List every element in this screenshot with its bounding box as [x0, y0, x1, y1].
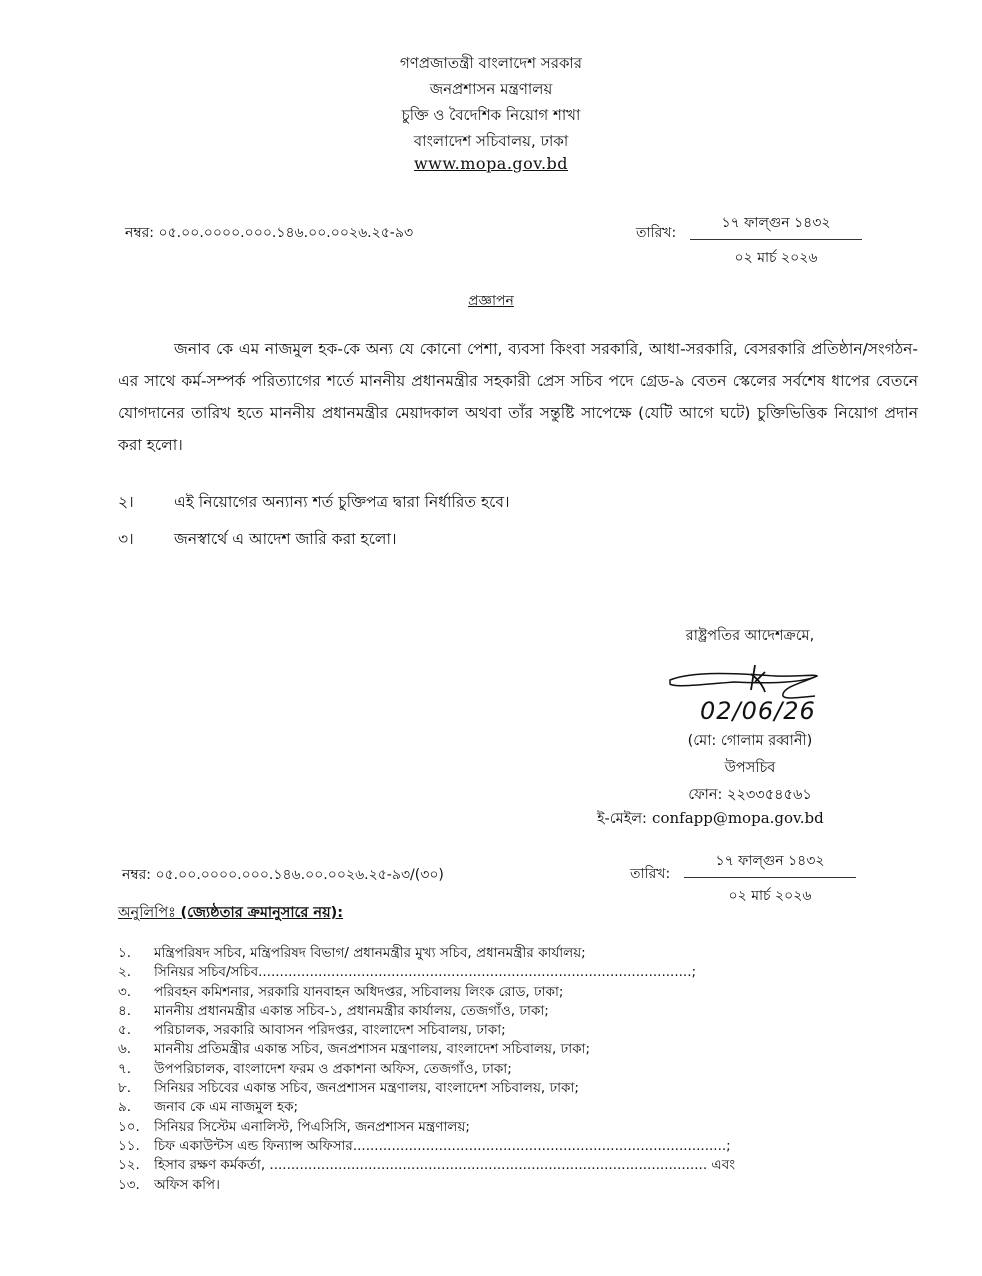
list-item-text: সিনিয়র সচিব/সচিব.....................................................................................................; [154, 964, 697, 981]
ministry-header-line2: জনপ্রশাসন মন্ত্রণালয় [429, 80, 553, 98]
list-item-number: ৪. [118, 1002, 132, 1019]
item-number: ২। [118, 493, 134, 511]
list-item [118, 1156, 798, 1175]
copy-date-bangla: ১৭ ফাল্গুন ১৪৩২ [684, 849, 856, 878]
list-item [118, 1021, 798, 1040]
list-item-number: ৩. [118, 983, 132, 1000]
list-item-number: ১. [118, 945, 132, 961]
list-item [118, 1079, 798, 1098]
ministry-header-line1: গণপ্রজাতন্ত্রী বাংলাদেশ সরকার [399, 54, 583, 72]
website-link[interactable]: www.mopa.gov.bd [413, 154, 569, 173]
list-item-number: ১০. [118, 1118, 140, 1135]
body-item [118, 490, 510, 516]
copies-heading [118, 902, 343, 926]
date-gregorian: ০২ মার্চ ২০২৬ [734, 250, 818, 266]
item-text: এই নিয়োগের অন্যান্য শর্ত চুক্তিপত্র দ্বারা নির্ধারিত হবে। [174, 493, 510, 511]
list-item-text: মন্ত্রিপরিষদ সচিব, মন্ত্রিপরিষদ বিভাগ/ প্রধানমন্ত্রীর মুখ্য সচিব, প্রধানমন্ত্রীর কার্যালয়; [154, 945, 586, 961]
copy-date-gregorian: ০২ মার্চ ২০২৬ [728, 888, 812, 904]
list-item-number: ৫. [118, 1022, 132, 1039]
ministry-header-line4: বাংলাদেশ সচিবালয়, ঢাকা [413, 132, 569, 150]
list-item-text: পরিচালক, সরকারি আবাসন পরিদপ্তর, বাংলাদেশ সচিবালয়, ঢাকা; [154, 1022, 506, 1039]
email-label: ই-মেইল: [597, 811, 647, 827]
list-item-number: ৬. [118, 1041, 132, 1058]
list-item [118, 1118, 798, 1137]
list-item [118, 1137, 798, 1156]
memo-number: নম্বর: ০৫.০০.০০০০.০০০.১৪৬.০০.০০২৬.২৫-৯৩ [125, 225, 414, 241]
copy-memo-number: নম্বর: ০৫.০০.০০০০.০০০.১৪৬.০০.০০২৬.২৫-৯৩/(৩০) [122, 867, 444, 883]
list-item [118, 1098, 798, 1117]
signatory-name: (মো: গোলাম রব্বানী) [687, 733, 813, 749]
list-item-text: মাননীয় প্রতিমন্ত্রীর একান্ত সচিব, জনপ্রশাসন মন্ত্রণালয়, বাংলাদেশ সচিবালয়, ঢাকা; [154, 1041, 591, 1058]
body-item [118, 527, 397, 553]
order-line: রাষ্ট্রপতির আদেশক্রমে, [685, 628, 815, 644]
copy-date-block [684, 849, 856, 908]
list-item-number: ৭. [118, 1060, 132, 1077]
list-item [118, 1176, 798, 1195]
signatory-email-row [597, 808, 824, 832]
copies-heading-note: (জ্যেষ্ঠতার ক্রমানুসারে নয়): [180, 905, 344, 921]
list-item-number: ২. [118, 964, 132, 981]
list-item [118, 1002, 798, 1021]
list-item-number: ৯. [118, 1099, 132, 1116]
copy-date-label: তারিখ: [630, 866, 671, 882]
list-item-text: হিসাব রক্ষণ কর্মকর্তা, ...................................................................................................... এবং [154, 1157, 736, 1174]
date-block [690, 211, 862, 270]
list-item-text: উপপরিচালক, বাংলাদেশ ফরম ও প্রকাশনা অফিস, তেজগাঁও, ঢাকা; [154, 1060, 512, 1077]
signatory-designation: উপসচিব [724, 760, 776, 776]
list-item [118, 944, 798, 963]
list-item [118, 1060, 798, 1079]
date-bangla: ১৭ ফাল্গুন ১৪৩২ [690, 211, 862, 240]
list-item-number: ১২. [118, 1157, 140, 1174]
item-number: ৩। [118, 530, 134, 548]
ministry-header-line3: চুক্তি ও বৈদেশিক নিয়োগ শাখা [401, 106, 581, 124]
list-item [118, 963, 798, 982]
body-paragraph-1: জনাব কে এম নাজমুল হক-কে অন্য যে কোনো পেশা, ব্যবসা কিংবা সরকারি, আধা-সরকারি, বেসরকারি প্রতিষ্ঠান/সংগঠন-এর সাথে কর্ম-সম্পর্ক পরিত্যাগের শর্তে মাননীয় প্রধানমন্ত্রীর সহকারী প্রেস সচিব পদে গ্রেড-৯ বেতন স্কেলের সর্বশেষ ধাপের বেতনে যোগদানের তারিখ হতে মাননীয় প্রধানমন্ত্রীর মেয়াদকাল অথবা তাঁর সন্তুষ্টি সাপেক্ষে (যেটি আগে ঘটে) চুক্তিভিত্তিক নিয়োগ প্রদান করা হলো। [118, 340, 918, 454]
item-text: জনস্বার্থে এ আদেশ জারি করা হলো। [174, 530, 397, 548]
list-item-text: পরিবহন কমিশনার, সরকারি যানবাহন অধিদপ্তর, সচিবালয় লিংক রোড, ঢাকা; [154, 983, 564, 1000]
list-item [118, 983, 798, 1002]
list-item-text: মাননীয় প্রধানমন্ত্রীর একান্ত সচিব-১, প্রধানমন্ত্রীর কার্যালয়, তেজগাঁও, ঢাকা; [154, 1002, 549, 1019]
document-title: প্রজ্ঞাপন [468, 293, 514, 309]
list-item-number: ১১. [118, 1137, 140, 1154]
list-item-text: সিনিয়র সচিবের একান্ত সচিব, জনপ্রশাসন মন্ত্রণালয়, বাংলাদেশ সচিবালয়, ঢাকা; [154, 1080, 579, 1097]
copies-list [118, 944, 798, 1195]
signatory-phone: ফোন: ২২৩৩৫৪৫৬১ [688, 787, 812, 803]
email-link[interactable]: confapp@mopa.gov.bd [652, 809, 824, 827]
list-item-text: অফিস কপি। [154, 1176, 220, 1193]
list-item-text: জনাব কে এম নাজমুল হক; [154, 1099, 299, 1116]
list-item-number: ১৩. [118, 1176, 140, 1193]
list-item-text: চিফ একাউন্টস এন্ড ফিন্যান্স অফিসার.......................................................................................; [154, 1137, 731, 1154]
date-label: তারিখ: [636, 225, 677, 241]
copies-heading-prefix: অনুলিপিঃ [118, 905, 176, 921]
website-row [0, 154, 982, 173]
list-item-text: সিনিয়র সিস্টেম এনালিস্ট, পিএসিসি, জনপ্রশাসন মন্ত্রণালয়; [154, 1118, 470, 1135]
list-item [118, 1040, 798, 1059]
list-item-number: ৮. [118, 1080, 132, 1097]
handwritten-date: 02/06/26 [700, 697, 816, 725]
